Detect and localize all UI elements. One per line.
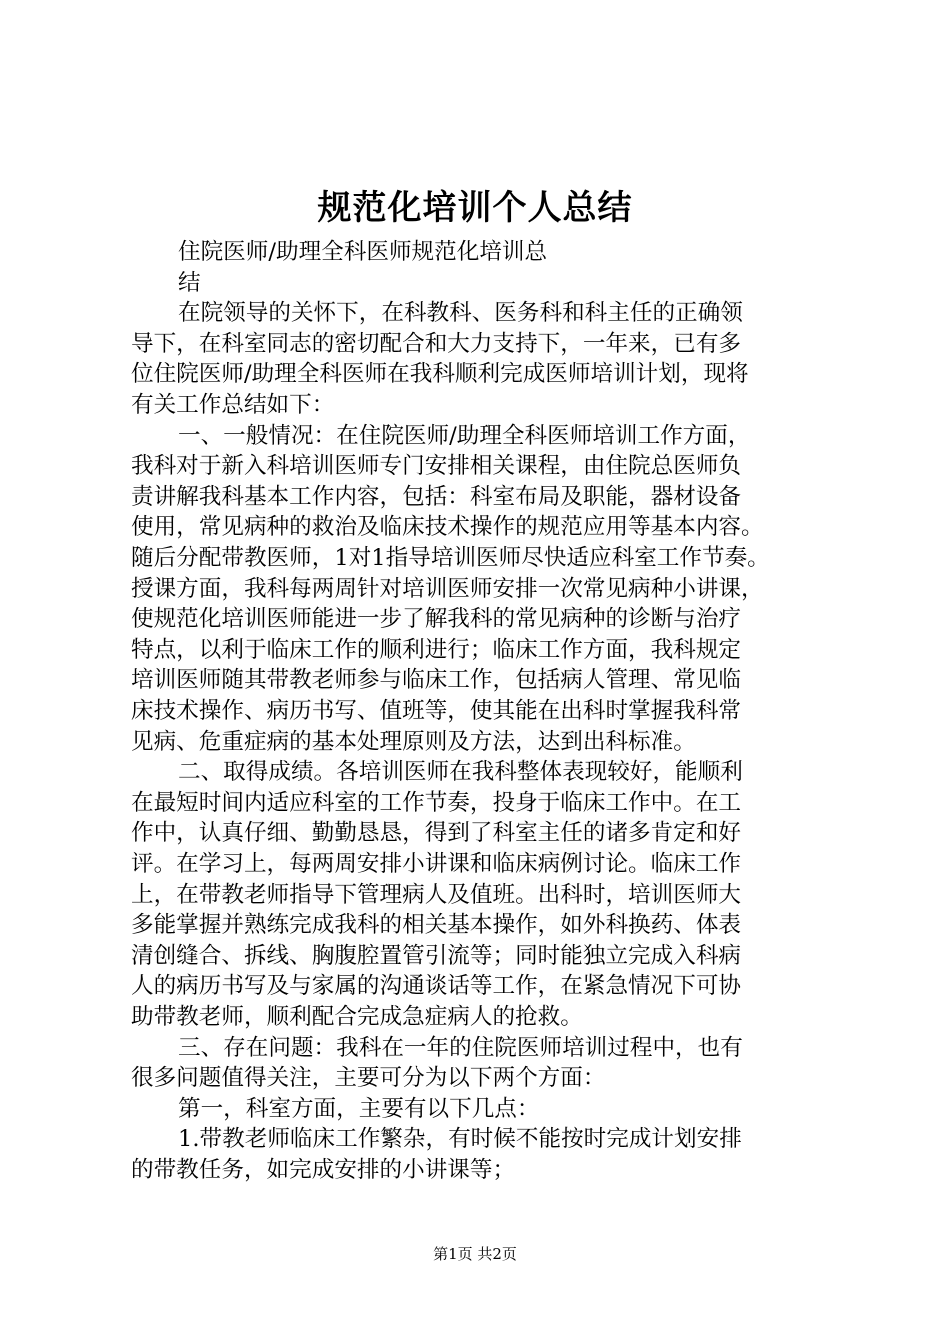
paragraph-line: 作中，认真仔细、勤勤恳恳，得到了科室主任的诸多肯定和好 [131,820,742,846]
paragraph-line: 多能掌握并熟练完成我科的相关基本操作，如外科换药、体表 [131,912,742,938]
paragraph-line: 人的病历书写及与家属的沟通谈话等工作，在紧急情况下可协 [131,973,742,999]
document-title: 规范化培训个人总结 [317,188,633,228]
paragraph-line: 特点，以利于临床工作的顺利进行；临床工作方面，我科规定 [131,637,742,663]
paragraph-line: 一、一般情况：在住院医师/助理全科医师培训工作方面， [178,423,751,449]
paragraph-line: 培训医师随其带教老师参与临床工作，包括病人管理、常见临 [131,667,742,693]
paragraph-line: 的带教任务，如完成安排的小讲课等； [131,1157,516,1183]
paragraph-line: 1.带教老师临床工作繁杂，有时候不能按时完成计划安排 [178,1126,742,1152]
paragraph-line: 床技术操作、病历书写、值班等，使其能在出科时掌握我科常 [131,698,742,724]
paragraph-line: 使规范化培训医师能进一步了解我科的常见病种的诊断与治疗 [131,606,742,632]
paragraph-line: 在最短时间内适应科室的工作节奏，投身于临床工作中。在工 [131,790,742,816]
paragraph-line: 授课方面，我科每两周针对培训医师安排一次常见病种小讲课， [131,576,764,602]
paragraph-line: 评。在学习上，每两周安排小讲课和临床病例讨论。临床工作 [131,851,742,877]
paragraph-line: 导下，在科室同志的密切配合和大力支持下，一年来，已有多 [131,331,742,357]
paragraph-line: 上，在带教老师指导下管理病人及值班。出科时，培训医师大 [131,882,742,908]
paragraph-line: 二、取得成绩。各培训医师在我科整体表现较好，能顺利 [178,759,743,785]
paragraph-line: 清创缝合、拆线、胸腹腔置管引流等；同时能独立完成入科病 [131,943,742,969]
subtitle-line-1: 住院医师/助理全科医师规范化培训总 [178,239,548,265]
paragraph-line: 使用，常见病种的救治及临床技术操作的规范应用等基本内容。 [131,514,764,540]
paragraph-line: 随后分配带教医师，1对1指导培训医师尽快适应科室工作节奏。 [131,545,770,571]
paragraph-line: 助带教老师，顺利配合完成急症病人的抢救。 [131,1004,583,1030]
paragraph-line: 见病、危重症病的基本处理原则及方法，达到出科标准。 [131,729,696,755]
paragraph-line: 第一，科室方面，主要有以下几点： [178,1096,540,1122]
paragraph-line: 有关工作总结如下： [131,392,335,418]
paragraph-line: 三、存在问题：我科在一年的住院医师培训过程中，也有 [178,1035,743,1061]
paragraph-line: 很多问题值得关注，主要可分为以下两个方面： [131,1065,606,1091]
paragraph-line: 位住院医师/助理全科医师在我科顺利完成医师培训计划，现将 [131,361,749,387]
subtitle-line-2: 结 [178,270,201,296]
paragraph-line: 我科对于新入科培训医师专门安排相关课程，由住院总医师负 [131,453,742,479]
paragraph-line: 责讲解我科基本工作内容，包括：科室布局及职能，器材设备 [131,484,742,510]
page-number-footer: 第1页 共2页 [433,1245,517,1263]
paragraph-line: 在院领导的关怀下，在科教科、医务科和科主任的正确领 [178,300,743,326]
